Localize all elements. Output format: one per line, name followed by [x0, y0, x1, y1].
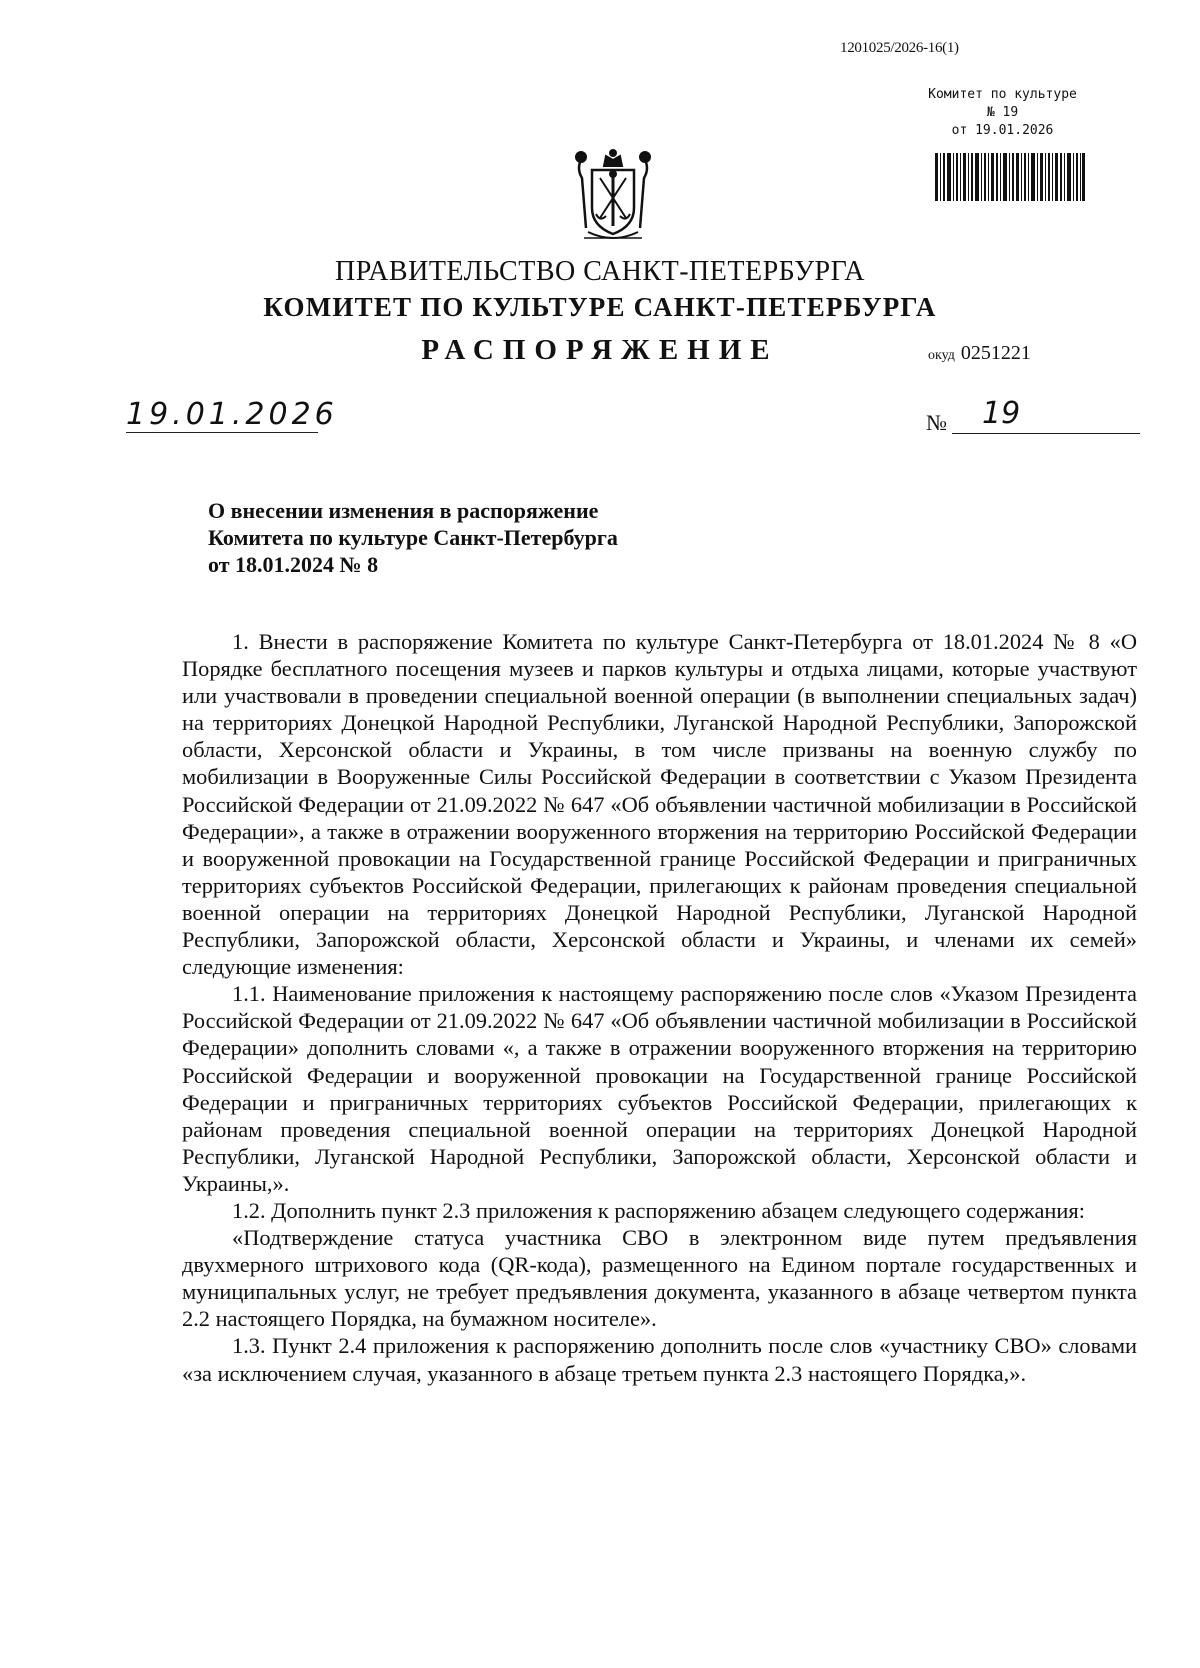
okud-label: окуд [928, 348, 955, 363]
subject-line-2: Комитета по культуре Санкт-Петербурга [208, 525, 618, 550]
subject-line-3: от 18.01.2024 № 8 [208, 552, 379, 577]
committee-title: КОМИТЕТ ПО КУЛЬТУРЕ САНКТ-ПЕТЕРБУРГА [263, 292, 937, 322]
subject-line-1: О внесении изменения в распоряжение [208, 498, 599, 523]
number-underline [952, 433, 1140, 434]
saint-petersburg-coat-of-arms-icon [568, 148, 658, 244]
paragraph-1-3: 1.3. Пункт 2.4 приложения к распоряжению дополнить после слов «участнику СВО» словами «за исключением случая, указанного в абзаце третьем пункта 2.3 настоящего Порядка,». [182, 1333, 1137, 1386]
incoming-stamp [920, 86, 1085, 140]
okud-value: 0251221 [960, 342, 1031, 364]
document-subject [208, 497, 728, 578]
document-body [182, 628, 1137, 1387]
stamp-number: № 19 [986, 105, 1019, 120]
document-date: 19.01.2026 [126, 397, 338, 432]
okud-code [928, 342, 1031, 365]
paragraph-1-2: 1.2. Дополнить пункт 2.3 приложения к распоряжению абзацем следующего содержания: [232, 1197, 1085, 1223]
registration-code: 1201025/2026-16(1) [840, 40, 959, 56]
paragraph-1: 1. Внести в распоряжение Комитета по культуре Санкт-Петербурга от 18.01.2024 № 8 «О Порядке бесплатного посещения музеев и парков культуры и отдыха лицами, которые участвуют или участвовали в проведении специальной военной операции (в выполнении специальных задач) на территориях Донецкой Народной Республики, Луганской Народной Республики, Запорожской области, Херсонской области и Украины, в том числе призваны на военную службу по мобилизации в Вооруженные Силы Российской Федерации в соответствии с Указом Президента Российской Федерации от 21.09.2022 № 647 «Об объявлении частичной мобилизации в Российской Федерации», а также в отражении вооруженного вторжения на территорию Российской Федерации и вооруженной провокации на Государственной границе Российской Федерации и приграничных территориях субъектов Российской Федерации, прилегающих к районам проведения специальной военной операции на территориях Донецкой Народной Республики, Луганской Народной Республики, Запорожской области, Херсонской области и Украины, и членами их семей» следующие изменения: [182, 629, 1137, 980]
number-label: № [926, 410, 947, 435]
paragraph-1-2-quote: «Подтверждение статуса участника СВО в электронном виде путем предъявления двухмерного штрихового кода (QR-кода), размещенного на Едином портале государственных и муниципальных услуг, не требует предъявления документа, указанного в абзаце четвертом пункта 2.2 настоящего Порядка, на бумажном носителе». [182, 1225, 1137, 1332]
document-type: РАСПОРЯЖЕНИЕ [421, 334, 779, 366]
paragraph-1-1: 1.1. Наименование приложения к настоящему распоряжению после слов «Указом Президента Российской Федерации от 21.09.2022 № 647 «Об объявлении частичной мобилизации в Российской Федерации» дополнить словами «, а также в отражении вооруженного вторжения на территорию Российской Федерации и вооруженной провокации на Государственной границе Российской Федерации и приграничных территориях субъектов Российской Федерации, прилегающих к районам проведения специальной военной операции на территориях Донецкой Народной Республики, Луганской Народной Республики, Запорожской области, Херсонской области и Украины,». [182, 981, 1137, 1196]
document-number: 19 [982, 396, 1021, 431]
government-title: ПРАВИТЕЛЬСТВО САНКТ-ПЕТЕРБУРГА [335, 256, 865, 287]
stamp-organization: Комитет по культуре [928, 87, 1077, 102]
stamp-date: от 19.01.2026 [951, 123, 1054, 138]
barcode-icon [935, 153, 1085, 201]
